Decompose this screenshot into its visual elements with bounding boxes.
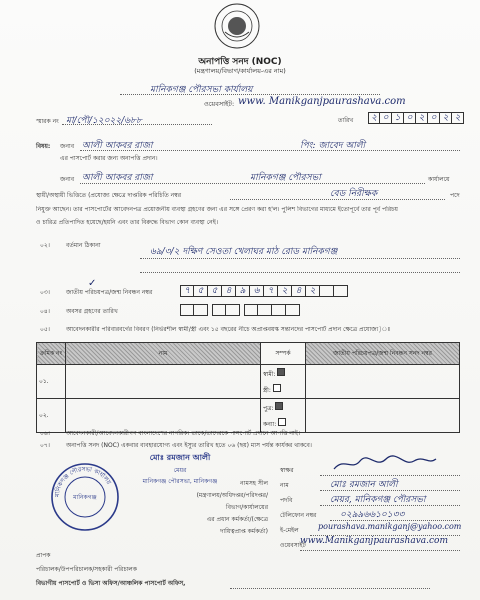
date-digit: ২ — [416, 112, 428, 124]
sig-left-line: নামসহ সীল — [240, 480, 268, 487]
nid-digit: ৬ — [250, 285, 264, 297]
family-table-header — [37, 343, 460, 365]
son-checkbox[interactable] — [275, 402, 283, 410]
col-nid: জাতীয় পরিচয়পত্র/জন্ম নিবন্ধন সনদ নম্বর — [306, 343, 460, 365]
col-relation: সম্পর্ক — [261, 343, 306, 365]
recipient-label: প্রাপক — [36, 552, 51, 559]
document-subtitle: (মন্ত্রণালয়/বিভাগ/কার্যালয়-এর নাম) — [194, 67, 286, 75]
government-emblem — [210, 2, 264, 50]
nid-digit: ৯ — [236, 285, 250, 297]
website-label: ওয়েবসাইট: — [204, 100, 235, 108]
date-label: তারিখ — [338, 117, 354, 124]
decl-07-number: ০৭। — [40, 442, 50, 449]
sig-line — [320, 475, 460, 476]
nid-digit: ২ — [278, 285, 292, 297]
signature-block-left — [148, 480, 268, 536]
recipient-address-line — [230, 588, 430, 589]
sig-website-value: www.Manikganjpaurashava.com — [300, 536, 449, 546]
relation-wife-label: স্ত্রী: — [263, 386, 271, 394]
nid-digit: ৭ — [180, 285, 194, 297]
sig-name-line — [320, 490, 460, 491]
seal-center-text: মানিকগঞ্জ — [73, 494, 97, 501]
relation-daughter-label: কন্যা: — [263, 420, 277, 428]
daughter-checkbox[interactable] — [278, 418, 286, 426]
date-boxes — [368, 112, 464, 124]
date-digit: ২ — [452, 112, 464, 124]
website-handwritten: www. Manikganjpaurashava.com — [238, 96, 406, 107]
officer-stamp-title: মেয়র — [173, 467, 187, 474]
checkmark-icon: ✓ — [88, 278, 97, 289]
sig-left-line: বিভাগ/কার্যালয়ের — [225, 504, 268, 511]
retirement-date-box — [194, 304, 208, 316]
body-office: মানিকগঞ্জ পৌরসভা — [250, 173, 321, 183]
body-line3: নিযুক্ত আছেন। তার পাসপোর্টের আবেদনপত্র প্রয়োজনীয় ব্যবস্থা গ্রহণের জন্য এর সঙ্গে প্রেরণ করা হ'ল। পুলিশ বিভাগের মাধ্যমে ইতোপূর্বে তার পূর্ব পরিচয় — [36, 206, 398, 213]
body-line2: স্থায়ী/অস্থায়ী ভিত্তিতে (প্রযোজ্য ক্ষেত্রে দাপ্তরিক পরিচিতি নম্বর — [36, 192, 182, 199]
memo-label: স্মারক নং — [36, 118, 59, 125]
field-03-label: জাতীয় পরিচয়পত্র/জন্ম নিবন্ধন নম্বর — [66, 289, 153, 296]
date-digit: ২ — [368, 112, 380, 124]
recipient-line-1: পরিচালক/উপপরিচালক/সহকারী পরিচালক — [36, 566, 137, 573]
family-table — [36, 342, 460, 433]
retirement-date-box — [272, 304, 286, 316]
subject-prefix: জনাব — [60, 143, 75, 150]
sig-name-value: মোঃ রমজান আলী — [330, 480, 398, 490]
document-title: অনাপত্তি সনদ (NOC) — [198, 57, 282, 67]
field-02-label: বর্তমান ঠিকানা — [66, 242, 101, 249]
handwritten-signature — [330, 455, 440, 473]
sig-email-value: pourashava.manikganj@yahoo.com — [318, 522, 462, 531]
sig-label-name: নাম — [280, 482, 289, 489]
nid-digit — [320, 285, 334, 297]
table-row — [37, 365, 460, 399]
seal-ring-text: মানিকগঞ্জ পৌরসভা কার্যালয় — [53, 465, 113, 498]
nid-digit: ৫ — [208, 285, 222, 297]
row-relation — [261, 399, 306, 433]
sig-post-value: মেয়র, মানিকগঞ্জ পৌরসভা — [330, 495, 426, 505]
husband-checkbox[interactable] — [277, 368, 285, 376]
field-05-label: আবেদনকারীর পরিবারবর্গের বিবরণ (নির্ভরশীল স্বামী/স্ত্রী এবং ১৫ বছরের নীচে অপ্রাপ্তবয়স্ক সন্তানদের পাসপোর্ট প্রদান ক্ষেত্রে প্রযোজ্য)ঃ — [66, 326, 391, 333]
subject-line — [80, 150, 460, 151]
sig-left-line: এর প্রধান কর্মকর্তা/(ক্ষেত্রে — [206, 516, 268, 523]
body-line2-suffix: পদে — [450, 192, 460, 199]
retirement-date-box — [212, 304, 226, 316]
row-nid — [306, 399, 460, 433]
retirement-date-box — [180, 304, 194, 316]
sig-label-phone: টেলিফোন নম্বর — [280, 512, 317, 519]
retirement-date-box — [286, 304, 300, 316]
date-digit: ০ — [428, 112, 440, 124]
sig-label-signature: স্বাক্ষর — [280, 467, 294, 474]
address-line-1 — [140, 258, 460, 259]
col-serial: ক্রমিক নং — [37, 343, 66, 365]
date-digit: ১ — [392, 112, 404, 124]
nid-digit: ৪ — [292, 285, 306, 297]
office-name-handwritten: মানিকগঞ্জ পৌরসভা কার্যালয় — [150, 85, 253, 95]
date-digit: ২ — [440, 112, 452, 124]
date-digit: ০ — [380, 112, 392, 124]
decl-06-number: ০৬। — [40, 430, 50, 437]
wife-checkbox[interactable] — [273, 384, 281, 392]
nid-digit — [334, 285, 348, 297]
row-name — [66, 399, 261, 433]
nid-digit: ৪ — [222, 285, 236, 297]
date-digit: ০ — [404, 112, 416, 124]
relation-husband-label: স্বামী: — [263, 370, 276, 378]
sig-phone-value: ০২৯৯৬৬১০১৩৩ — [340, 510, 405, 520]
body-line4: ও চারিত্র প্রতিপাদিত হয়েছে/হয়নি এবং তার বিরুদ্ধে বিভাগ কোন ব্যবস্থা নেই। — [36, 219, 218, 226]
field-02-number: ০২। — [40, 242, 50, 249]
nid-digit: ২ — [306, 285, 320, 297]
officer-stamp-office: মানিকগঞ্জ পৌরসভা, মানিকগঞ্জ — [142, 478, 218, 485]
field-04-label: অবসর গ্রহণের তারিখ — [66, 308, 118, 315]
sig-label-post: পদবি — [280, 497, 293, 504]
retirement-date-box — [258, 304, 272, 316]
body-line1-suffix: কার্যালয়ে — [428, 176, 450, 183]
sig-post-line — [320, 505, 460, 506]
body-name: আলী আকবর রাজা — [82, 173, 153, 183]
memo-number: মা/পৌ/১২০২২/৬৮৮ — [66, 116, 142, 126]
sig-left-line: দায়িত্বপ্রাপ্ত কর্মকর্তা) — [220, 528, 268, 535]
round-seal — [50, 462, 120, 532]
body-prefix: জনাব — [60, 176, 75, 183]
field-05-number: ০৫। — [40, 326, 50, 333]
sig-label-website: ওয়েবসাইট — [280, 542, 306, 549]
body-line1 — [80, 183, 425, 184]
memo-line — [62, 124, 212, 125]
body-post: বেড নিরীক্ষক — [330, 189, 378, 199]
decl-06-text: আবেদনকারী/আবেদনকারীগণ বাংলাদেশের নাগরিক। তাকে/তাদেরকে পাসপোর্ট প্রদানে আপত্তি নাই। — [66, 430, 300, 437]
office-name-line — [120, 94, 380, 95]
sig-website-line — [300, 550, 460, 551]
col-name: নাম — [66, 343, 261, 365]
retirement-date-box — [226, 304, 240, 316]
recipient-line-2: বিভাগীয় পাসপোর্ট ও ভিসা অফিস/আঞ্চলিক পাসপোর্ট অফিস, — [36, 580, 186, 587]
sig-label-email: ই-মেইল — [280, 527, 299, 534]
row-serial: ০২. — [37, 399, 66, 433]
field-04-number: ০৪। — [40, 308, 50, 315]
sig-phone-line — [330, 520, 460, 521]
retirement-date-boxes — [180, 304, 300, 316]
subject-relation: পিং: জাবেদ আলী — [300, 141, 366, 151]
subject-label: বিষয়: — [36, 143, 51, 150]
table-row — [37, 399, 460, 433]
officer-stamp-name: মোঃ রমজান আলী — [149, 453, 211, 462]
nid-digit: ৫ — [194, 285, 208, 297]
field-03-number: ০৩। — [40, 289, 50, 296]
current-address: ৬৯/৩/২ দক্ষিণ সেওতা খেলাঘর মাঠ রোড মানিকগঞ্জ — [150, 247, 338, 257]
decl-07-text: অনাপত্তি সনদ (NOC) একবার ব্যবহারযোগ্য এবং ইস্যুর তারিখ হতে ০৬ (ছয়) মাস পর্যন্ত কার্যকর থাকবে। — [66, 442, 312, 449]
row-relation — [261, 365, 306, 399]
sig-left-line: (মন্ত্রণালয়/অধিদপ্তর/পরিদপ্তর/ — [196, 492, 268, 499]
body-line2-dots — [230, 199, 445, 200]
nid-boxes — [180, 285, 348, 297]
relation-son-label: পুত্র: — [263, 404, 274, 412]
nid-digit: ৭ — [264, 285, 278, 297]
row-name — [66, 365, 261, 399]
retirement-date-box — [244, 304, 258, 316]
row-nid — [306, 365, 460, 399]
subject-name: আলী আকবর রাজা — [82, 141, 153, 151]
address-line-2 — [140, 272, 460, 273]
subject-suffix: এর পাসপোর্ট করার জন্য অনাপত্তি প্রদান। — [60, 155, 158, 162]
row-serial: ০১. — [37, 365, 66, 399]
